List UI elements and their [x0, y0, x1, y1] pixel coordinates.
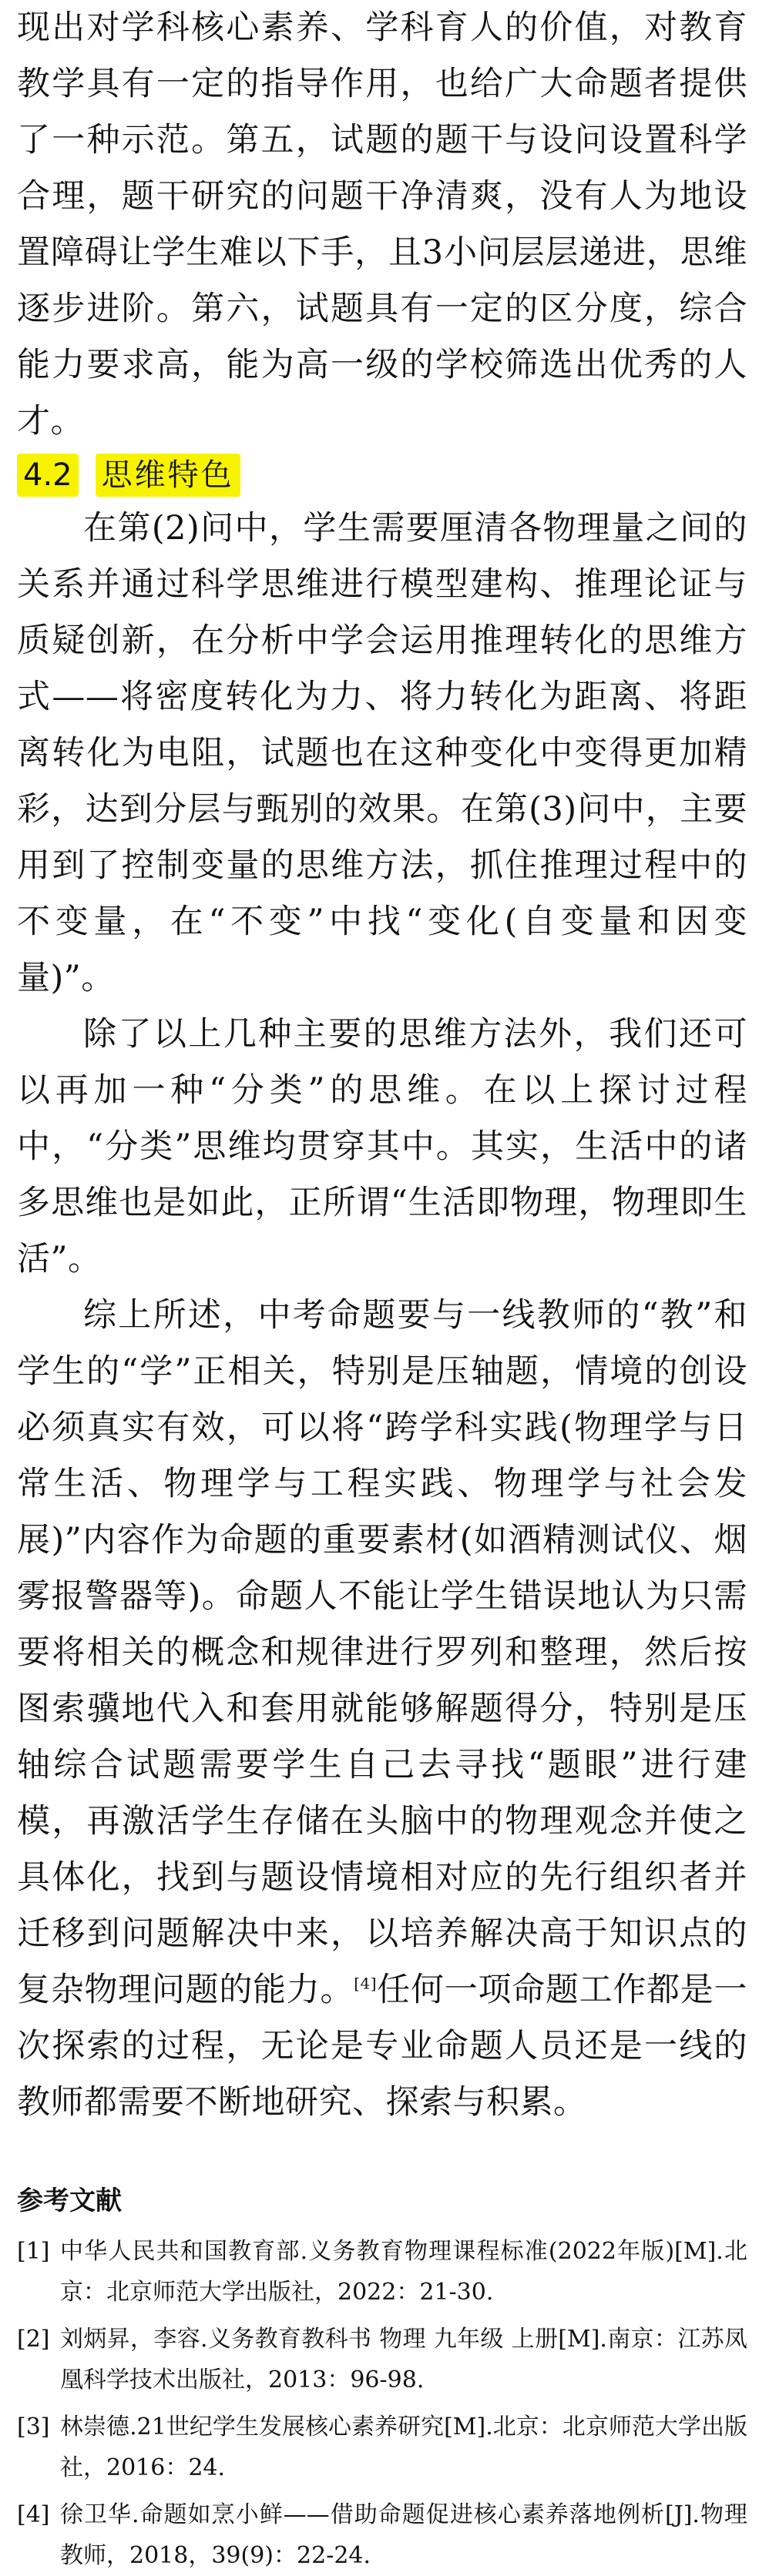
reference-number: [3]: [17, 2414, 50, 2440]
summary-text: 综上所述，中考命题要与一线教师的“教”和学生的“学”正相关，特别是压轴题，情境的创设必须真实有效，可以将“跨学科实践(物理学与日常生活、物理学与工程实践、物理学与社会发展)”内容作为命题的重要素材(如酒精测试仪、烟雾报警器等)。命题人不能让学生错误地认为只需要将相关的概念和规律进行罗列和整理，然后按图索骥地代入和套用就能够解题得分，特别是压轴综合试题需要学生自己去寻找“题眼”进行建模，再激活学生存储在头脑中的物理观念并使之具体化，找到与题设情境相对应的先行组织者并迁移到问题解决中来，以培养解决高于知识点的复杂物理问题的能力。: [17, 1296, 747, 2009]
reference-text: 刘炳昇，李容.义务教育教科书 物理 九年级 上册[M].南京：江苏凤凰科学技术出版社，2013：96-98.: [60, 2326, 747, 2393]
citation-marker: [4]: [354, 1974, 378, 1993]
reference-number: [2]: [17, 2326, 50, 2353]
reference-number: [1]: [17, 2238, 50, 2265]
reference-text: 徐卫华.命题如烹小鲜——借助命题促进核心素养落地例析[J].物理教师，2018，39(9)：22-24.: [60, 2501, 747, 2569]
intro-paragraph: 现出对学科核心素养、学科育人的价值，对教育教学具有一定的指导作用，也给广大命题者提供了一种示范。第五，试题的题干与设问设置科学合理，题干研究的问题干净清爽，没有人为地设置障碍让学生难以下手，且3小问层层递进，思维逐步进阶。第六，试题具有一定的区分度，综合能力要求高，能为高一级的学校筛选出优秀的人才。: [17, 8, 747, 440]
reference-item: [17, 2407, 747, 2488]
reference-item: [17, 2494, 747, 2576]
summary-paragraph: [17, 1288, 747, 2131]
reference-text: 中华人民共和国教育部.义务教育物理课程标准(2022年版)[M].北京：北京师范大学出版社，2022：21-30.: [60, 2238, 747, 2306]
section-heading: [17, 450, 747, 501]
thinking-paragraph-2: 除了以上几种主要的思维方法外，我们还可以再加一种“分类”的思维。在以上探讨过程中，“分类”思维均贯穿其中。其实，生活中的诸多思维也是如此，正所谓“生活即物理，物理即生活”。: [17, 1015, 747, 1278]
section-number: 4.2: [17, 454, 79, 497]
references-title: 参考文献: [17, 2186, 122, 2216]
thinking-paragraph-1: 在第(2)问中，学生需要厘清各物理量之间的关系并通过科学思维进行模型建构、推理论证与质疑创新，在分析中学会运用推理转化的思维方式——将密度转化为力、将力转化为距离、将距离转化为电阻，试题也在这种变化中变得更加精彩，达到分层与甄别的效果。在第(3)问中，主要用到了控制变量的思维方法，抓住推理过程中的不变量，在“不变”中找“变化(自变量和因变量)”。: [17, 509, 747, 997]
reference-number: [4]: [17, 2501, 50, 2528]
reference-item: [17, 2231, 747, 2313]
reference-item: [17, 2319, 747, 2400]
section-title: 思维特色: [96, 454, 240, 497]
summary-tail-text: 任何一项命题工作都是一次探索的过程，无论是专业命题人员还是一线的教师都需要不断地研究、探索与积累。: [17, 1971, 748, 2122]
reference-text: 林崇德.21世纪学生发展核心素养研究[M].北京：北京师范大学出版社，2016：24.: [60, 2414, 747, 2481]
